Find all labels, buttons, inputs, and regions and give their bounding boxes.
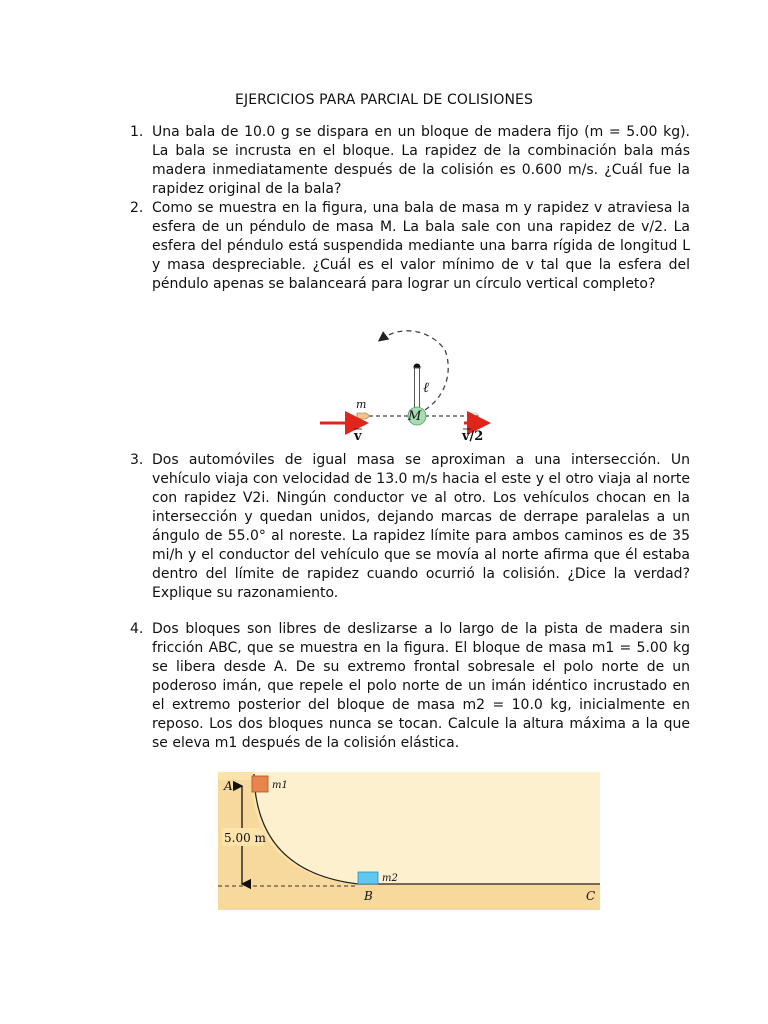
exercise-number: 1. [130, 124, 144, 140]
exercise-number: 4. [130, 621, 144, 637]
page-title: EJERCICIOS PARA PARCIAL DE COLISIONES [235, 92, 533, 108]
exercise-2 [130, 199, 690, 294]
block-m1 [252, 776, 268, 792]
exercise-text: Dos automóviles de igual masa se aproximan a una intersección. Un vehículo viaja con velocidad de 13.0 m/s hacia el este y el otro viaja al norte con rapidez V2i. Ningún conductor ve al otro. Los vehículos chocan en la intersección y quedan unidos, dejando marcas de derrape paralelas a un ángulo de 55.0° al noreste. La rapidez límite para ambos caminos es de 35 mi/h y el conductor del vehículo que se movía al norte afirma que él estaba dentro del límite de rapidez cuando ocurrió la colisión. ¿Dice la verdad? Explique su razonamiento. [152, 452, 690, 601]
label-m2: m2 [382, 873, 398, 884]
exercise-number: 3. [130, 452, 144, 468]
label-m: m [356, 398, 367, 411]
label-B: B [364, 889, 373, 903]
exercise-text: Como se muestra en la figura, una bala de masa m y rapidez v atraviesa la esfera de un péndulo de masa M. La bala sale con una rapidez de v/2. La esfera del péndulo está suspendida mediante una barra rígida de longitud L y masa despreciable. ¿Cuál es el valor mínimo de v tal que la esfera del péndulo apenas se balanceará para lograr un círculo vertical completo? [152, 200, 690, 292]
exercise-number: 2. [130, 200, 144, 216]
label-C: C [586, 889, 596, 903]
label-height: 5.00 m [224, 831, 266, 845]
label-A: A [224, 779, 233, 793]
exercise-3 [130, 451, 690, 603]
exercise-4 [130, 620, 690, 753]
exercise-1 [130, 123, 690, 199]
exercise-text: Una bala de 10.0 g se dispara en un bloque de madera fijo (m = 5.00 kg). La bala se incrusta en el bloque. La rapidez de la combinación bala más madera inmediatamente después de la colisión es 0.600 m/s. ¿Cuál fue la rapidez original de la bala? [152, 124, 690, 197]
label-m1: m1 [272, 780, 288, 791]
pendulum-rod [415, 368, 420, 408]
label-M: M [408, 409, 422, 424]
block-m2 [358, 872, 378, 884]
exercise-text: Dos bloques son libres de deslizarse a lo largo de la pista de madera sin fricción ABC, que se muestra en la figura. El bloque de masa m1 = 5.00 kg se libera desde A. De su extremo frontal sobresale el polo norte de un poderoso imán, que repele el polo norte de un imán idéntico incrustado en el extremo posterior del bloque de masa m2 = 10.0 kg, inicialmente en reposo. Los dos bloques nunca se tocan. Calcule la altura máxima a la que se eleva m1 después de la colisión elástica. [152, 621, 690, 751]
label-length: ℓ [423, 380, 429, 396]
label-v-half: v/2 [462, 429, 484, 444]
bullet [357, 413, 370, 419]
pendulum-figure [310, 310, 500, 450]
track-figure [218, 772, 600, 910]
label-v: v [354, 429, 362, 444]
